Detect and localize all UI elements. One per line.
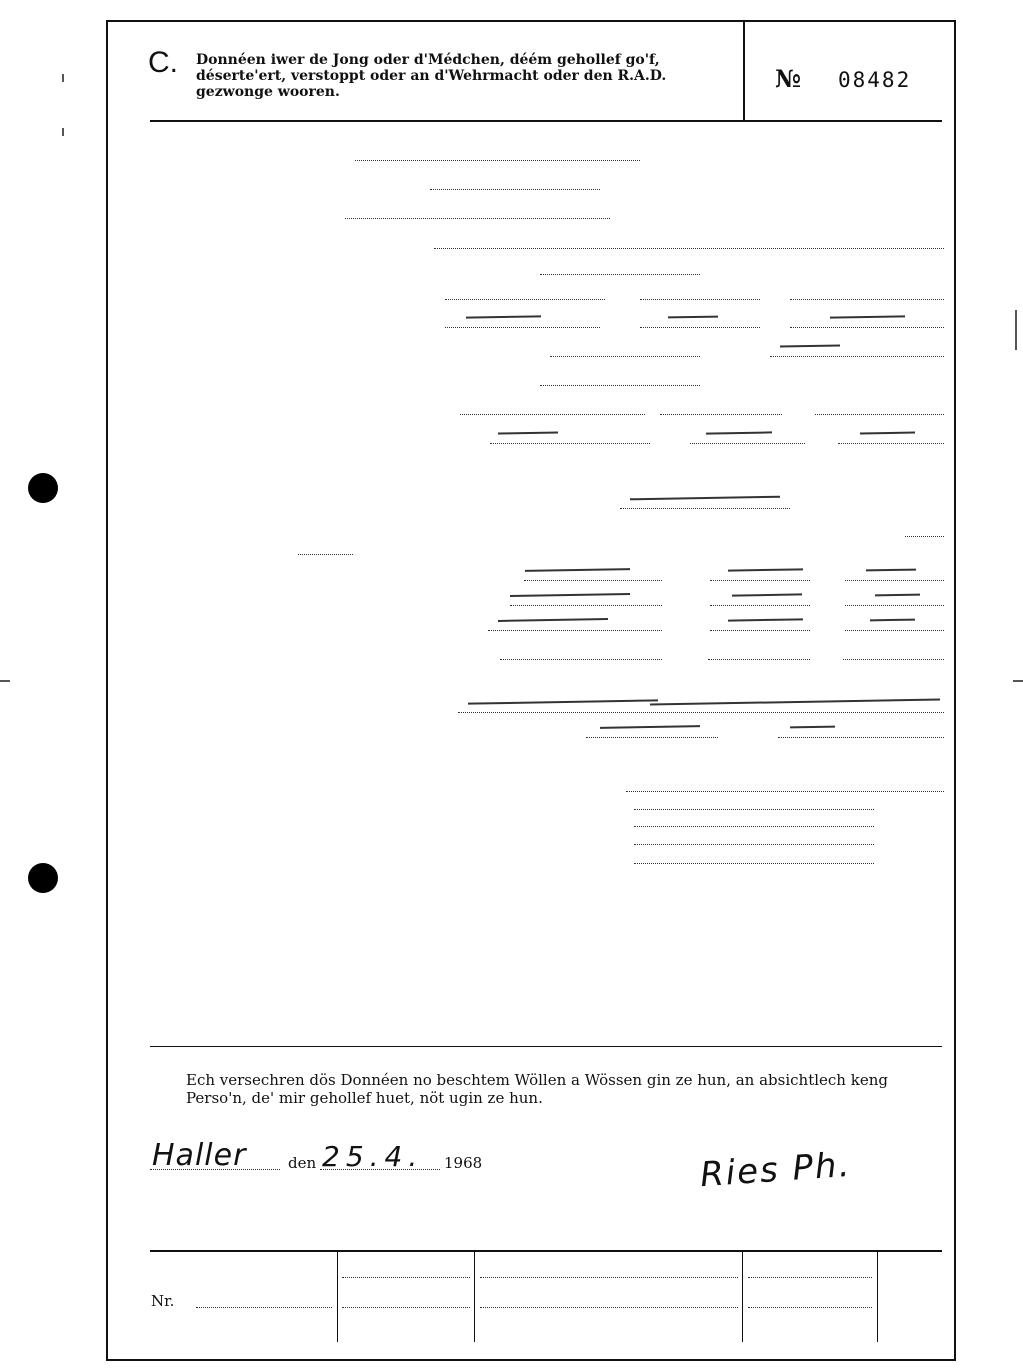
margin-mark — [1013, 680, 1023, 682]
section-title: Donnéen iwer de Jong oder d'Médchen, déém gehollef go'f, déserte'ert, verstoppt oder an d'Wehrmacht oder den R.A.D. gezwonge wooren. — [196, 52, 667, 100]
header-divider — [743, 22, 745, 120]
fill-line — [430, 188, 600, 190]
footer-divider — [474, 1252, 475, 1342]
fill-line — [905, 535, 944, 537]
fill-line — [345, 217, 610, 219]
fill-line — [640, 326, 760, 328]
header-rule — [150, 120, 942, 122]
place-line — [150, 1168, 280, 1170]
footer-divider — [877, 1252, 878, 1342]
fill-line — [838, 442, 944, 444]
fill-line — [458, 711, 944, 713]
section-letter: C. — [148, 46, 178, 79]
fill-line — [815, 413, 944, 415]
fill-line — [845, 629, 944, 631]
fill-line — [460, 413, 645, 415]
fill-line — [298, 553, 353, 555]
footer-cell-line — [480, 1276, 738, 1278]
fill-line — [634, 808, 874, 810]
punch-hole-bottom — [28, 863, 58, 893]
margin-mark — [62, 128, 64, 136]
fill-line — [434, 247, 944, 249]
fill-line — [634, 843, 874, 845]
footer-cell-line — [342, 1276, 470, 1278]
fill-line — [490, 442, 650, 444]
year-label: 1968 — [444, 1154, 483, 1172]
fill-line — [488, 629, 662, 631]
footer-divider — [337, 1252, 338, 1342]
footer-cell-line — [748, 1306, 872, 1308]
footer-nr-label: Nr. — [151, 1292, 175, 1310]
signature: Ries Ph. — [698, 1144, 853, 1196]
fill-line — [445, 326, 600, 328]
footer-nr-line — [196, 1306, 332, 1308]
den-label: den — [288, 1154, 317, 1172]
fill-line — [845, 579, 944, 581]
margin-mark — [0, 680, 10, 682]
fill-line — [770, 355, 944, 357]
number-sign: № — [775, 64, 802, 93]
fill-line — [845, 604, 944, 606]
place-handwritten: Haller — [152, 1138, 247, 1173]
fill-line — [790, 298, 944, 300]
date-line — [320, 1168, 440, 1170]
fill-line — [843, 658, 944, 660]
fill-line — [620, 507, 790, 509]
footer-cell-line — [342, 1306, 470, 1308]
margin-mark — [62, 74, 64, 82]
fill-line — [510, 604, 662, 606]
fill-line — [500, 658, 662, 660]
fill-line — [550, 355, 700, 357]
fill-line — [778, 736, 944, 738]
date-handwritten: 25.4. — [322, 1140, 424, 1173]
footer-cell-line — [480, 1306, 738, 1308]
declaration-text: Ech versechren dös Donnéen no beschtem Wöllen a Wössen gin ze hun, an absichtlech keng Perso'n, de' mir gehollef huet, nöt ugin ze hun. — [186, 1071, 888, 1107]
fill-line — [540, 273, 700, 275]
fill-line — [690, 442, 805, 444]
footer-top-rule — [150, 1250, 942, 1252]
fill-line — [634, 825, 874, 827]
form-number: 08482 — [838, 68, 912, 92]
fill-line — [640, 298, 760, 300]
footer-divider — [742, 1252, 743, 1342]
fill-line — [626, 790, 944, 792]
fill-line — [710, 579, 810, 581]
fill-line — [710, 604, 810, 606]
fill-line — [524, 579, 662, 581]
punch-hole-top — [28, 473, 58, 503]
fill-line — [355, 159, 640, 161]
fill-line — [708, 658, 810, 660]
fill-line — [710, 629, 810, 631]
fill-line — [540, 384, 700, 386]
fill-line — [790, 326, 944, 328]
fill-line — [445, 298, 605, 300]
margin-mark — [1015, 310, 1017, 350]
separator-rule — [150, 1046, 942, 1047]
fill-line — [634, 862, 874, 864]
fill-line — [660, 413, 782, 415]
footer-cell-line — [748, 1276, 872, 1278]
fill-line — [586, 736, 718, 738]
